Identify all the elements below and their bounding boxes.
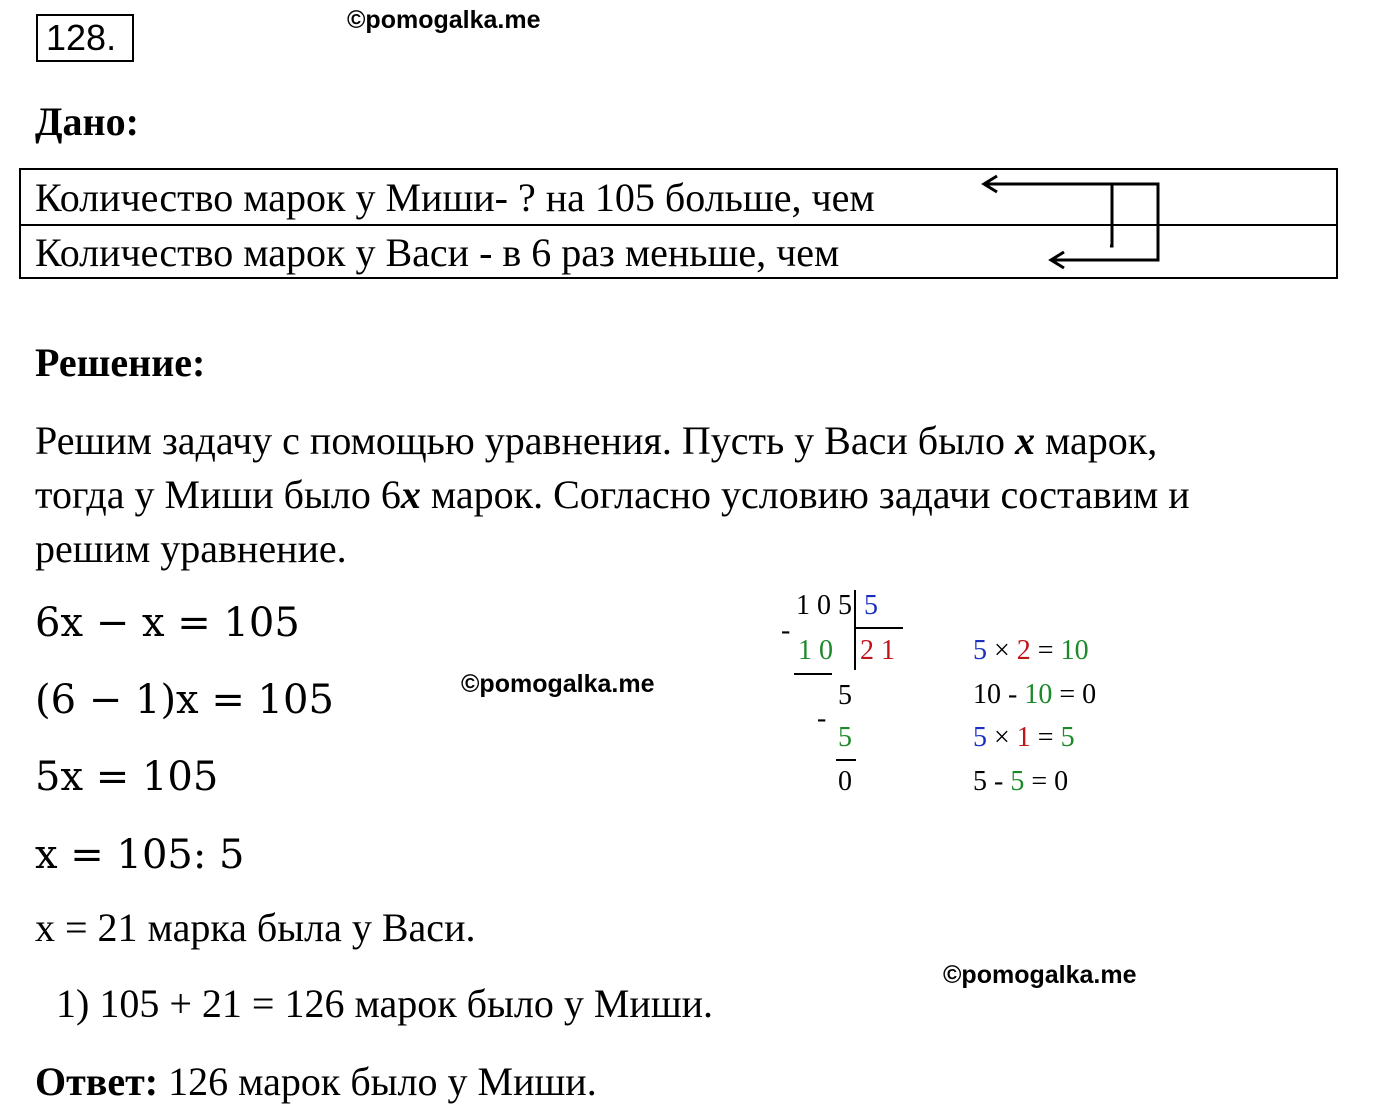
note-line-3 bbox=[973, 722, 1075, 754]
subtrahend-1: 1 0 bbox=[798, 635, 833, 666]
arrow-outer bbox=[1051, 184, 1158, 268]
note-eq: = bbox=[1030, 635, 1061, 666]
divisor: 5 bbox=[864, 590, 878, 621]
answer-text: 126 марок было у Миши. bbox=[158, 1059, 597, 1104]
equation-2: (6 − 1)x = 105 bbox=[35, 677, 334, 723]
note-op: × bbox=[987, 722, 1017, 753]
note-quotient-digit: 1 bbox=[1016, 722, 1031, 753]
text-part: тогда у Миши было 6 bbox=[35, 472, 401, 517]
answer-label: Ответ: bbox=[35, 1059, 159, 1104]
note-eq: = bbox=[1030, 722, 1061, 753]
note-product: 10 bbox=[1024, 679, 1053, 710]
note-part: 5 - bbox=[973, 766, 1011, 797]
variable-x: x bbox=[1014, 418, 1035, 463]
note-line-1 bbox=[973, 635, 1089, 667]
division-lines bbox=[780, 590, 910, 770]
solution-paragraph-line3: решим уравнение. bbox=[35, 526, 347, 571]
dividend: 1 0 5 bbox=[796, 590, 852, 621]
solution-heading: Решение: bbox=[35, 340, 206, 385]
problem-number: 128. bbox=[36, 14, 134, 62]
equation-3: 5x = 105 bbox=[35, 754, 219, 800]
given-row-vasya-text: Количество марок у Васи - в 6 раз меньше, чем bbox=[35, 230, 840, 275]
watermark-bottom: ©pomogalka.me bbox=[943, 961, 1137, 989]
solution-paragraph-line1 bbox=[35, 417, 1157, 464]
note-line-4 bbox=[973, 766, 1068, 798]
minus-sign-2: - bbox=[817, 703, 827, 734]
text-part: марок, bbox=[1034, 418, 1158, 463]
watermark-top: ©pomogalka.me bbox=[347, 6, 541, 34]
note-part: = 0 bbox=[1052, 679, 1097, 710]
step-1: 1) 105 + 21 = 126 марок было у Миши. bbox=[56, 981, 714, 1026]
note-quotient-digit: 2 bbox=[1016, 635, 1031, 666]
note-divisor: 5 bbox=[973, 635, 987, 666]
variable-x: x bbox=[400, 472, 421, 517]
text-part: Решим задачу с помощью уравнения. Пусть у Васи было bbox=[35, 418, 1015, 463]
note-part: = 0 bbox=[1024, 766, 1069, 797]
note-product: 5 bbox=[1010, 766, 1025, 797]
note-product: 5 bbox=[1060, 722, 1075, 753]
note-divisor: 5 bbox=[973, 722, 987, 753]
note-line-2 bbox=[973, 679, 1096, 711]
subtrahend-2: 5 bbox=[838, 722, 852, 753]
given-heading: Дано: bbox=[35, 99, 139, 144]
note-part: 10 - bbox=[973, 679, 1025, 710]
solution-paragraph-line2 bbox=[35, 471, 1190, 518]
given-row-misha-text: Количество марок у Миши- ? на 105 больше, чем bbox=[35, 175, 875, 220]
equation-1: 6x − x = 105 bbox=[35, 600, 300, 646]
remainder-2: 0 bbox=[838, 766, 852, 797]
answer-line bbox=[35, 1058, 597, 1105]
text-part: марок. Согласно условию задачи составим и bbox=[420, 472, 1190, 517]
quotient: 2 1 bbox=[860, 635, 895, 666]
arrow-inner bbox=[984, 176, 1112, 246]
watermark-middle: ©pomogalka.me bbox=[461, 670, 655, 698]
note-op: × bbox=[987, 635, 1017, 666]
minus-sign-1: - bbox=[781, 615, 791, 646]
remainder-1: 5 bbox=[838, 680, 852, 711]
equation-4: x = 105: 5 bbox=[35, 832, 245, 878]
equation-5: x = 21 марка была у Васи. bbox=[35, 905, 476, 950]
relation-arrows bbox=[970, 168, 1180, 279]
note-product: 10 bbox=[1060, 635, 1089, 666]
